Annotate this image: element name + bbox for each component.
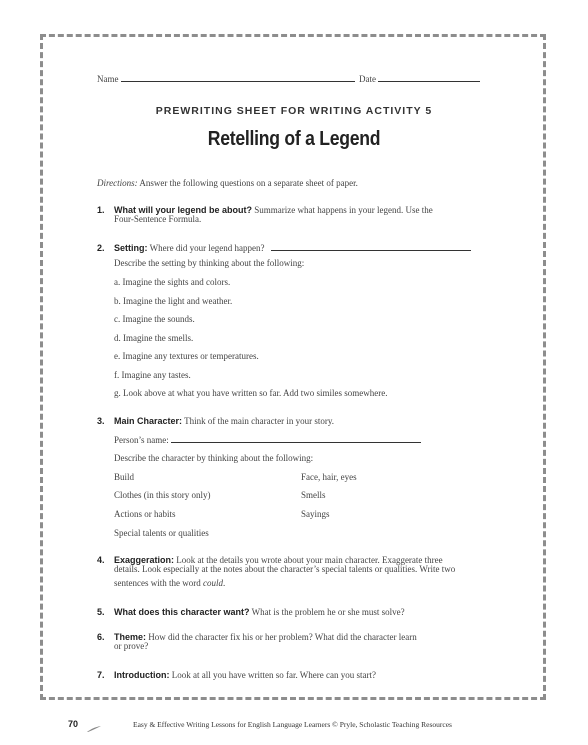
name-field[interactable]: [121, 72, 355, 82]
question-1-text-2: Four-Sentence Formula.: [114, 214, 202, 224]
question-6-body: [114, 627, 417, 645]
character-item: Smells: [301, 490, 326, 500]
setting-item: c. Imagine the sounds.: [114, 314, 195, 324]
question-1-text: Summarize what happens in your legend. Use the: [252, 205, 433, 215]
question-4: [97, 550, 105, 568]
question-6-text: How did the character fix his or her problem? What did the character learn: [146, 632, 417, 642]
question-number: 6.: [97, 632, 105, 642]
question-1: [97, 200, 105, 218]
question-6-prompt: Theme:: [114, 632, 147, 642]
question-3-text: Think of the main character in your story.: [182, 416, 334, 426]
question-number: 7.: [97, 670, 105, 680]
question-5-text: What is the problem he or she must solve?: [249, 607, 405, 617]
character-item: Actions or habits: [114, 509, 176, 519]
directions-text: Answer the following questions on a separate sheet of paper.: [137, 178, 358, 188]
directions: [97, 178, 358, 188]
setting-item: f. Imagine any tastes.: [114, 370, 191, 380]
question-4-line3-em: could: [202, 578, 223, 588]
persons-name-row: [114, 433, 421, 445]
question-2: [97, 238, 105, 256]
setting-item: e. Imagine any textures or temperatures.: [114, 351, 259, 361]
page-title: Retelling of a Legend: [207, 128, 381, 150]
question-number: 1.: [97, 205, 105, 215]
question-5-prompt: What does this character want?: [114, 607, 250, 617]
question-2-prompt: Setting:: [114, 243, 148, 253]
question-7-body: [114, 665, 376, 683]
character-item: Build: [114, 472, 135, 482]
date-label: Date: [359, 74, 376, 84]
setting-item: g. Look above at what you have written so far. Add two similes somewhere.: [114, 388, 388, 398]
character-item: Special talents or qualities: [114, 528, 209, 538]
question-4-line3-a: sentences with the word: [114, 578, 203, 588]
question-1-prompt: What will your legend be about?: [114, 205, 253, 215]
question-7-prompt: Introduction:: [114, 670, 170, 680]
question-4-text-3: [114, 578, 225, 588]
setting-item: d. Imagine the smells.: [114, 333, 194, 343]
question-7-text: Look at all you have written so far. Where can you start?: [169, 670, 377, 680]
question-2-describe: Describe the setting by thinking about the following:: [114, 258, 305, 268]
directions-label: Directions:: [97, 178, 138, 188]
date-field[interactable]: [378, 72, 480, 82]
setting-answer-field[interactable]: [271, 241, 471, 251]
question-number: 5.: [97, 607, 105, 617]
persons-name-field[interactable]: [171, 433, 421, 443]
question-2-body: [114, 238, 471, 256]
question-4-text: Look at the details you wrote about your main character. Exaggerate three: [174, 555, 443, 565]
question-number: 3.: [97, 416, 105, 426]
question-4-line3-b: .: [222, 578, 226, 588]
question-3-describe: Describe the character by thinking about the following:: [114, 453, 314, 463]
character-item: Sayings: [301, 509, 330, 519]
footer-credit: Easy & Effective Writing Lessons for English Language Learners © Pryle, Scholastic Teaching Resources: [133, 720, 452, 729]
character-item: Face, hair, eyes: [301, 472, 357, 482]
question-2-text: Where did your legend happen?: [147, 243, 265, 253]
question-7: [97, 665, 105, 683]
question-5-body: [114, 602, 405, 620]
question-3-body: [114, 411, 334, 429]
question-number: 4.: [97, 555, 105, 565]
question-6: [97, 627, 105, 645]
name-label: Name: [97, 74, 119, 84]
persons-name-label: Person’s name:: [114, 435, 169, 445]
setting-item: a. Imagine the sights and colors.: [114, 277, 231, 287]
page-number: 70: [68, 719, 79, 729]
page-heading: PREWRITING SHEET FOR WRITING ACTIVITY 5: [155, 105, 433, 117]
setting-item: b. Imagine the light and weather.: [114, 296, 233, 306]
question-5: [97, 602, 105, 620]
question-3: [97, 411, 105, 429]
question-4-prompt: Exaggeration:: [114, 555, 175, 565]
feather-icon: [87, 720, 101, 738]
question-3-prompt: Main Character:: [114, 416, 183, 426]
question-4-text-2: details. Look especially at the notes about the character’s special talents or qualities. Write two: [114, 564, 456, 574]
character-item: Clothes (in this story only): [114, 490, 211, 500]
question-6-text-2: or prove?: [114, 641, 149, 651]
name-date-row: [97, 72, 480, 84]
question-number: 2.: [97, 243, 105, 253]
